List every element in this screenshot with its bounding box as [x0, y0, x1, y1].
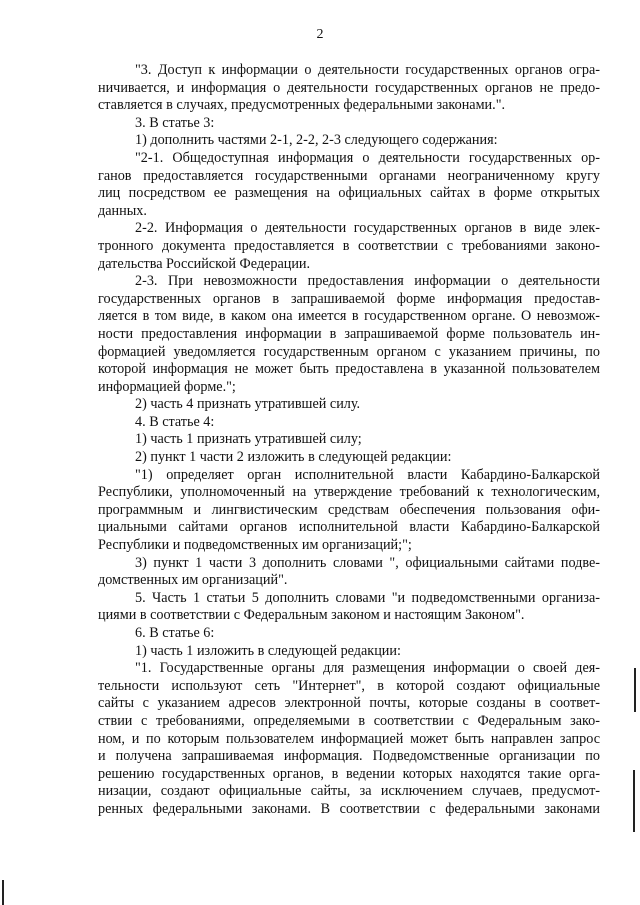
text-line: 2) часть 4 признать утратившей силу.: [135, 396, 361, 413]
text-line: 2-2. Информация о деятельности государственных органов в виде элек-: [135, 220, 600, 237]
scan-edge-mark: [633, 770, 635, 832]
text-line: и получена запрашиваемая информация. Подведомственные организации по: [98, 748, 600, 765]
text-line: 2) пункт 1 части 2 изложить в следующей редакции:: [135, 449, 452, 466]
text-line: ности предоставления информации в запрашиваемой форме пользователь ин-: [98, 325, 600, 342]
text-line: тельности используют сеть "Интернет", в которой создают официальные: [98, 677, 600, 694]
text-line: ствии с требованиями, определяемыми в соответствии с Федеральным зако-: [98, 712, 600, 729]
text-line: циальными сайтами органов исполнительной власти Кабардино-Балкарской: [98, 519, 600, 536]
text-line: 1) часть 1 изложить в следующей редакции:: [135, 642, 401, 659]
text-line: лиц посредством ее размещения на официальных сайтах в форме открытых: [98, 185, 600, 202]
text-line: домственных им организаций".: [98, 572, 288, 589]
text-line: программным и лингвистическим средствам обеспечения пользования офи-: [98, 501, 600, 518]
text-line: Республики и подведомственных им организаций;";: [98, 537, 412, 554]
scan-edge-mark: [2, 880, 4, 905]
text-line: ляется в том виде, в каком она имеется в государственном органе. О невозмож-: [98, 308, 600, 325]
text-line: ганов предоставляется государственными органами неограниченному кругу: [98, 167, 600, 184]
text-line: ном, и по которым пользователем информацией может быть направлен запрос: [98, 730, 600, 747]
document-body: [98, 62, 600, 819]
text-line: ренных федеральными законами. В соответствии с федеральными законами: [98, 800, 600, 817]
text-line: 1) дополнить частями 2-1, 2-2, 2-3 следующего содержания:: [135, 132, 498, 149]
text-line: 4. В статье 4:: [135, 413, 215, 430]
text-line: "1) определяет орган исполнительной власти Кабардино-Балкарской: [135, 466, 600, 483]
scan-edge-mark: [634, 668, 636, 712]
text-line: низации, создают официальные сайты, за исключением случаев, предусмот-: [98, 783, 600, 800]
text-line: "2-1. Общедоступная информация о деятельности государственных ор-: [135, 149, 600, 166]
page-number: 2: [316, 27, 324, 42]
text-line: государственных органов в запрашиваемой форме информация предостав-: [98, 290, 600, 307]
text-line: Республики, уполномоченный на утверждение требований к технологическим,: [98, 484, 600, 501]
text-line: 1) часть 1 признать утратившей силу;: [135, 431, 362, 448]
text-line: которой информация не может быть предоставлена в указанной пользователем: [98, 361, 600, 378]
text-line: формацией уведомляется государственным органом с указанием причины, по: [98, 343, 600, 360]
text-line: дательства Российской Федерации.: [98, 255, 311, 272]
text-line: ничивается, и информация о деятельности государственных органов не предо-: [98, 79, 600, 96]
text-line: тронного документа предоставляется в соответствии с требованиями законо-: [98, 237, 600, 254]
text-line: решению государственных органов, в ведении которых находятся такие орга-: [98, 765, 600, 782]
text-line: данных.: [98, 202, 147, 219]
text-line: сайты с указанием адресов электронной почты, которые созданы в соответ-: [98, 695, 600, 712]
text-line: "3. Доступ к информации о деятельности государственных органов огра-: [135, 62, 600, 78]
text-line: 3) пункт 1 части 3 дополнить словами ", официальными сайтами подве-: [135, 554, 600, 571]
text-line: циями в соответствии с Федеральным законом и настоящим Законом".: [98, 607, 525, 624]
text-line: 3. В статье 3:: [135, 114, 215, 131]
text-line: 6. В статье 6:: [135, 625, 215, 641]
text-line: ставляется в случаях, предусмотренных федеральными законами.".: [98, 97, 506, 114]
text-line: "1. Государственные органы для размещения информации о своей дея-: [135, 660, 600, 677]
text-line: информацией форме.";: [98, 378, 236, 395]
text-line: 2-3. При невозможности предоставления информации о деятельности: [135, 273, 600, 290]
text-line: 5. Часть 1 статьи 5 дополнить словами "и подведомственными организа-: [135, 589, 600, 606]
